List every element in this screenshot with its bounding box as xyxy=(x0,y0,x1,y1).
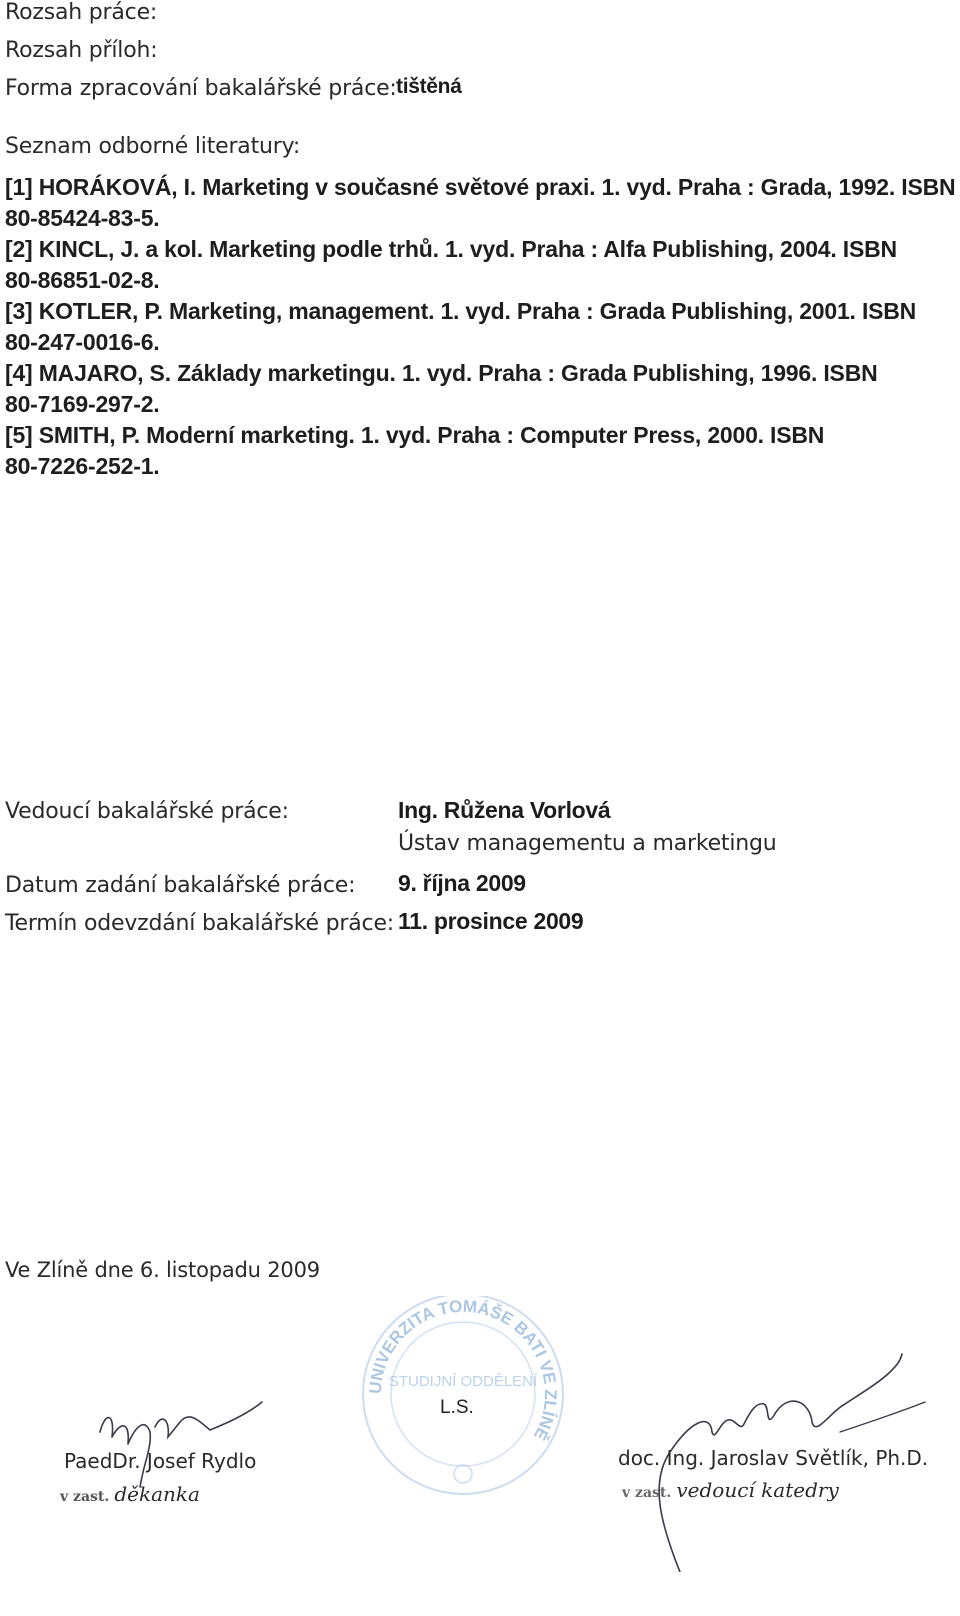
supervisor-label: Vedoucí bakalářské práce: xyxy=(5,799,289,824)
literature-entry-line2: 80-7169-297-2. xyxy=(5,391,160,417)
left-signatory-role-line xyxy=(60,1482,200,1506)
literature-entry-line1: [3] KOTLER, P. Marketing, management. 1. vyd. Praha : Grada Publishing, 2001. ISBN xyxy=(5,298,917,324)
stamp-center-text: L.S. xyxy=(440,1397,474,1418)
literature-entry-line2: 80-247-0016-6. xyxy=(5,329,160,355)
assigned-value: 9. října 2009 xyxy=(398,870,526,896)
literature-entry xyxy=(5,234,955,296)
left-signatory-prefix: v zast. xyxy=(60,1489,110,1505)
scope-label: Rozsah práce: xyxy=(5,0,158,25)
official-stamp xyxy=(348,1296,578,1496)
literature-entry-line1: [2] KINCL, J. a kol. Marketing podle trhů. 1. vyd. Praha : Alfa Publishing, 2004. ISBN xyxy=(5,236,897,262)
literature-entry-line2: 80-85424-83-5. xyxy=(5,205,160,231)
right-signatory-role-line xyxy=(622,1478,839,1502)
left-signatory-role: děkanka xyxy=(114,1482,200,1506)
literature-entry xyxy=(5,172,955,234)
literature-entry xyxy=(5,358,955,420)
deadline-value: 11. prosince 2009 xyxy=(398,908,584,934)
right-signatory-prefix: v zast. xyxy=(622,1485,672,1501)
attachments-label: Rozsah příloh: xyxy=(5,38,158,63)
stamp-ring-text: UNIVERZITA TOMÁŠE BATI VE ZLÍNĚ xyxy=(365,1296,561,1444)
literature-entry-line1: [4] MAJARO, S. Základy marketingu. 1. vyd. Praha : Grada Publishing, 1996. ISBN xyxy=(5,360,878,386)
stamp-inner-text: STUDIJNÍ ODDĚLENÍ xyxy=(388,1373,538,1390)
literature-entry xyxy=(5,420,955,482)
stamp-inner-ring xyxy=(391,1322,535,1466)
literature-list xyxy=(5,172,955,482)
form-value: tištěná xyxy=(396,75,462,98)
literature-entry-line2: 80-86851-02-8. xyxy=(5,267,160,293)
literature-entry xyxy=(5,296,955,358)
literature-heading: Seznam odborné literatury: xyxy=(5,134,301,159)
literature-entry-line1: [1] HORÁKOVÁ, I. Marketing v současné světové praxi. 1. vyd. Praha : Grada, 1992. ISBN xyxy=(5,174,956,200)
literature-entry-line2: 80-7226-252-1. xyxy=(5,453,160,479)
stamp-emblem-icon xyxy=(454,1465,472,1483)
left-signatory-name: PaedDr. Josef Rydlo xyxy=(64,1449,257,1473)
supervisor-department: Ústav managementu a marketingu xyxy=(398,831,777,856)
right-signatory-name: doc. Ing. Jaroslav Světlík, Ph.D. xyxy=(618,1446,929,1470)
right-signatory-role: vedoucí katedry xyxy=(676,1478,839,1502)
literature-entry-line1: [5] SMITH, P. Moderní marketing. 1. vyd. Praha : Computer Press, 2000. ISBN xyxy=(5,422,825,448)
supervisor-name: Ing. Růžena Vorlová xyxy=(398,797,611,823)
assigned-label: Datum zadání bakalářské práce: xyxy=(5,873,356,898)
place-date: Ve Zlíně dne 6. listopadu 2009 xyxy=(5,1258,320,1282)
form-label: Forma zpracování bakalářské práce: xyxy=(5,76,397,101)
deadline-label: Termín odevzdání bakalářské práce: xyxy=(5,911,394,936)
